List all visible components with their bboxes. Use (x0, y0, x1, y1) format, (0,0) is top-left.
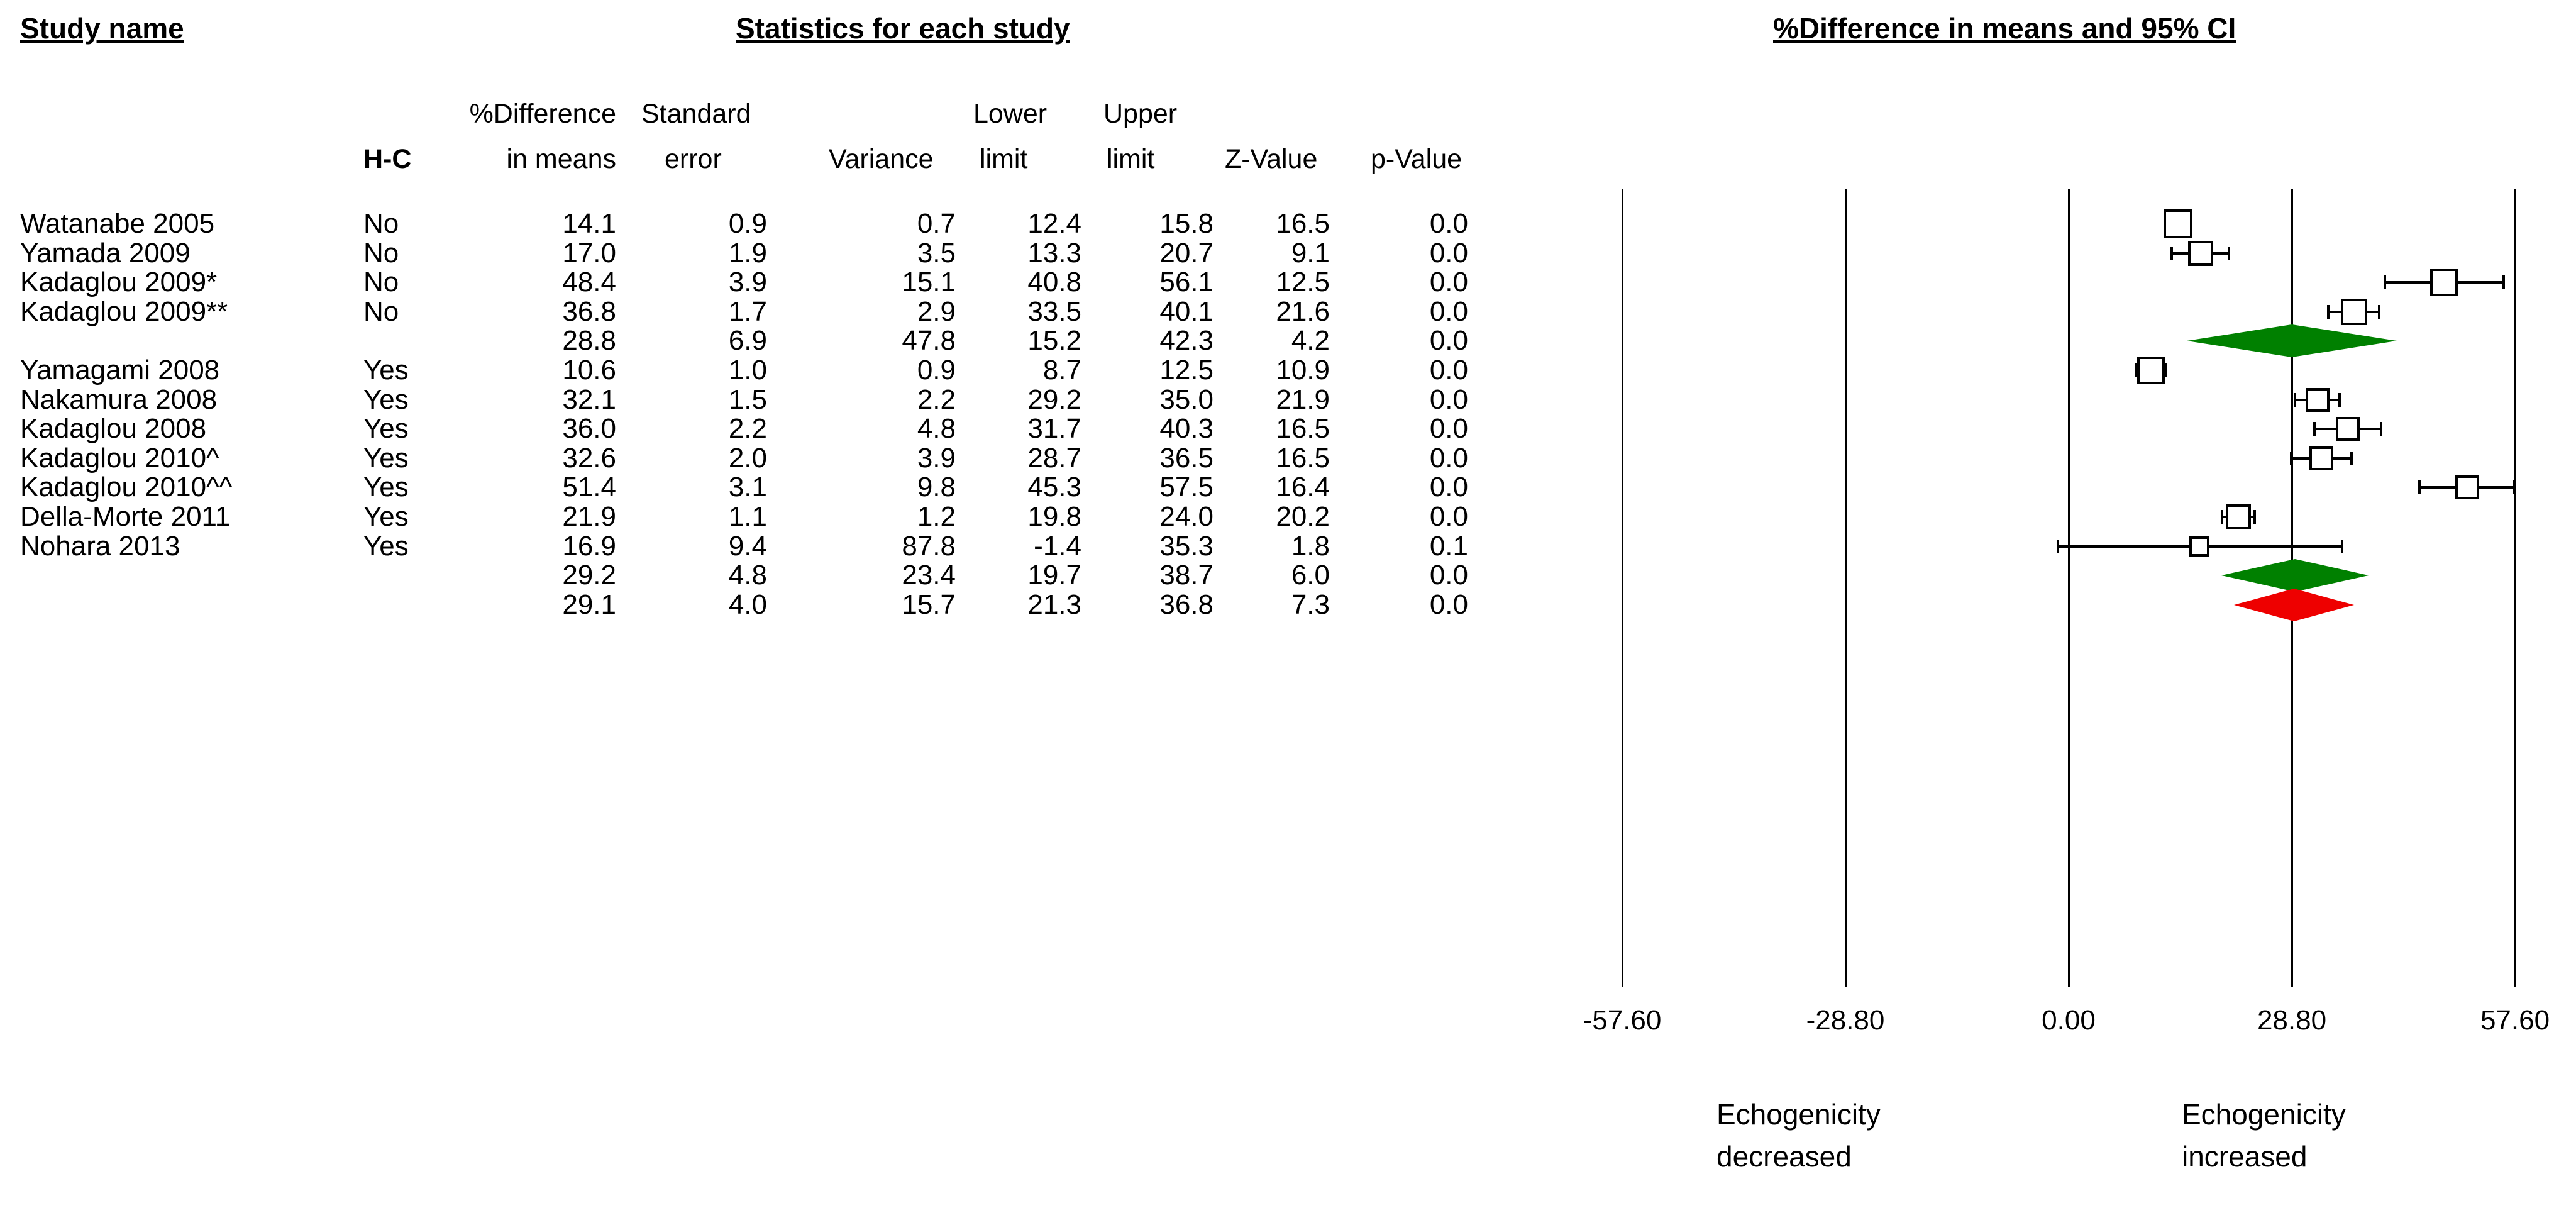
table-cell-p: 0.0 (1429, 384, 1468, 415)
table-cell-z: 4.2 (1291, 325, 1330, 357)
confidence-interval-cap (2294, 393, 2296, 407)
effect-size-square (2137, 357, 2165, 384)
table-cell-diff: 36.8 (562, 296, 616, 327)
table-cell-p: 0.0 (1429, 325, 1468, 357)
table-cell-hc: Yes (363, 501, 409, 532)
table-cell-variance: 23.4 (902, 560, 956, 591)
table-cell-hc: No (363, 208, 399, 239)
table-cell-diff: 16.9 (562, 530, 616, 562)
colhdr-se-line2: error (665, 144, 722, 174)
effect-size-square (2189, 536, 2209, 557)
table-cell-z: 16.4 (1276, 472, 1330, 503)
effect-size-square (2188, 241, 2213, 266)
axis-tick-label: 28.80 (2257, 1005, 2327, 1036)
table-cell-variance: 2.9 (917, 296, 956, 327)
table-cell-z: 16.5 (1276, 442, 1330, 474)
confidence-interval-cap (2384, 275, 2386, 289)
table-cell-se: 3.9 (728, 267, 767, 298)
effect-size-square (2455, 475, 2479, 499)
table-cell-variance: 0.9 (917, 355, 956, 385)
table-cell-z: 10.9 (1276, 355, 1330, 385)
table-cell-variance: 3.5 (917, 237, 956, 269)
table-row-study-name: Yamada 2009 (20, 237, 191, 269)
table-cell-z: 16.5 (1276, 208, 1330, 239)
colhdr-lower-line2: limit (980, 144, 1028, 174)
table-cell-upper: 40.3 (1159, 413, 1213, 445)
colhdr-zvalue: Z-Value (1225, 144, 1318, 174)
table-cell-lower: 21.3 (1027, 589, 1081, 620)
table-cell-p: 0.0 (1429, 472, 1468, 503)
table-cell-p: 0.0 (1429, 442, 1468, 474)
table-cell-p: 0.0 (1429, 560, 1468, 591)
table-cell-upper: 36.8 (1159, 589, 1213, 620)
table-cell-upper: 36.5 (1159, 442, 1213, 474)
table-cell-p: 0.1 (1429, 530, 1468, 562)
table-row-study-name: Yamagami 2008 (20, 355, 220, 385)
table-cell-upper: 38.7 (1159, 560, 1213, 591)
colhdr-diff-line2: in means (506, 144, 616, 174)
axis-tick-label: 0.00 (2042, 1005, 2096, 1036)
colhdr-pvalue: p-Value (1371, 144, 1462, 174)
table-cell-diff: 14.1 (562, 208, 616, 239)
confidence-interval-cap (2228, 247, 2230, 260)
table-cell-z: 1.8 (1291, 530, 1330, 562)
table-cell-p: 0.0 (1429, 267, 1468, 298)
table-cell-lower: 8.7 (1042, 355, 1081, 385)
table-cell-lower: 28.7 (1027, 442, 1081, 474)
colhdr-se-line1: Standard (641, 99, 751, 129)
table-cell-se: 1.1 (728, 501, 767, 532)
colhdr-upper-line2: limit (1107, 144, 1155, 174)
table-cell-lower: 29.2 (1027, 384, 1081, 415)
confidence-interval-cap (2313, 422, 2316, 436)
table-cell-diff: 36.0 (562, 413, 616, 445)
table-cell-diff: 10.6 (562, 355, 616, 385)
confidence-interval-cap (2338, 393, 2341, 407)
colhdr-variance: Variance (829, 144, 934, 174)
table-cell-hc: Yes (363, 384, 409, 415)
table-row-study-name: Kadaglou 2010^ (20, 442, 219, 474)
table-cell-lower: 13.3 (1027, 237, 1081, 269)
table-row-study-name: Kadaglou 2010^^ (20, 472, 233, 503)
table-cell-se: 1.7 (728, 296, 767, 327)
table-row-study-name: Della-Morte 2011 (20, 501, 231, 532)
table-cell-diff: 29.2 (562, 560, 616, 591)
table-cell-se: 1.5 (728, 384, 767, 415)
table-cell-p: 0.0 (1429, 501, 1468, 532)
confidence-interval-cap (2513, 480, 2516, 494)
table-cell-upper: 42.3 (1159, 325, 1213, 357)
table-cell-se: 2.2 (728, 413, 767, 445)
table-cell-z: 21.9 (1276, 384, 1330, 415)
table-cell-se: 0.9 (728, 208, 767, 239)
confidence-interval-cap (2170, 247, 2173, 260)
table-cell-se: 9.4 (728, 530, 767, 562)
table-cell-variance: 87.8 (902, 530, 956, 562)
table-cell-p: 0.0 (1429, 355, 1468, 385)
table-cell-lower: 33.5 (1027, 296, 1081, 327)
table-cell-se: 2.0 (728, 442, 767, 474)
table-cell-upper: 24.0 (1159, 501, 1213, 532)
table-cell-variance: 4.8 (917, 413, 956, 445)
table-cell-hc: Yes (363, 413, 409, 445)
table-cell-lower: 45.3 (1027, 472, 1081, 503)
table-cell-upper: 56.1 (1159, 267, 1213, 298)
confidence-interval-cap (2327, 305, 2330, 319)
table-cell-diff: 32.6 (562, 442, 616, 474)
confidence-interval-cap (2253, 510, 2256, 524)
confidence-interval-cap (2221, 510, 2223, 524)
table-cell-lower: 19.8 (1027, 501, 1081, 532)
table-cell-upper: 20.7 (1159, 237, 1213, 269)
colhdr-diff-line1: %Difference (469, 99, 616, 129)
table-cell-variance: 2.2 (917, 384, 956, 415)
axis-tick-label: 57.60 (2480, 1005, 2550, 1036)
table-cell-p: 0.0 (1429, 589, 1468, 620)
footnote-left-line1: Echogenicity (1716, 1098, 1881, 1131)
confidence-interval-cap (2290, 452, 2292, 465)
table-cell-p: 0.0 (1429, 413, 1468, 445)
table-cell-hc: No (363, 296, 399, 327)
table-cell-hc: Yes (363, 472, 409, 503)
table-cell-diff: 32.1 (562, 384, 616, 415)
table-cell-p: 0.0 (1429, 208, 1468, 239)
axis-tick-label: -57.60 (1583, 1005, 1662, 1036)
colhdr-upper-line1: Upper (1103, 99, 1178, 129)
table-cell-lower: 31.7 (1027, 413, 1081, 445)
table-cell-lower: -1.4 (1034, 530, 1081, 562)
table-row-study-name: Watanabe 2005 (20, 208, 215, 239)
summary-diamond (2233, 587, 2355, 623)
header-statistics: Statistics for each study (736, 12, 1070, 45)
table-cell-hc: No (363, 237, 399, 269)
colhdr-hc: H-C (363, 144, 412, 174)
confidence-interval-cap (2502, 275, 2505, 289)
table-row-study-name: Kadaglou 2008 (20, 413, 207, 445)
table-cell-se: 4.8 (728, 560, 767, 591)
table-cell-upper: 12.5 (1159, 355, 1213, 385)
table-row-study-name: Kadaglou 2009* (20, 267, 218, 298)
table-cell-variance: 3.9 (917, 442, 956, 474)
table-cell-z: 7.3 (1291, 589, 1330, 620)
table-cell-se: 6.9 (728, 325, 767, 357)
table-cell-p: 0.0 (1429, 237, 1468, 269)
table-cell-hc: Yes (363, 530, 409, 562)
table-row-study-name: Nohara 2013 (20, 530, 180, 562)
table-cell-se: 1.9 (728, 237, 767, 269)
header-study-name: Study name (20, 12, 184, 45)
table-cell-upper: 35.3 (1159, 530, 1213, 562)
forest-plot-area (1583, 0, 2576, 1208)
table-cell-lower: 12.4 (1027, 208, 1081, 239)
effect-size-square (2336, 417, 2360, 441)
table-cell-upper: 57.5 (1159, 472, 1213, 503)
table-cell-se: 3.1 (728, 472, 767, 503)
axis-tick-label: -28.80 (1806, 1005, 1885, 1036)
table-cell-variance: 9.8 (917, 472, 956, 503)
table-cell-variance: 0.7 (917, 208, 956, 239)
confidence-interval-cap (2350, 452, 2353, 465)
table-cell-se: 1.0 (728, 355, 767, 385)
effect-size-square (2306, 388, 2330, 412)
header-forest: %Difference in means and 95% CI (1773, 12, 2236, 45)
table-cell-upper: 40.1 (1159, 296, 1213, 327)
table-cell-z: 6.0 (1291, 560, 1330, 591)
confidence-interval-cap (2418, 480, 2421, 494)
table-cell-variance: 15.1 (902, 267, 956, 298)
table-cell-upper: 35.0 (1159, 384, 1213, 415)
table-cell-hc: Yes (363, 442, 409, 474)
table-cell-lower: 15.2 (1027, 325, 1081, 357)
confidence-interval-cap (2378, 305, 2380, 319)
table-cell-diff: 48.4 (562, 267, 616, 298)
effect-size-square (2226, 504, 2251, 529)
footnote-left-line2: decreased (1716, 1140, 1852, 1173)
table-cell-lower: 40.8 (1027, 267, 1081, 298)
table-cell-diff: 51.4 (562, 472, 616, 503)
footnote-right-line1: Echogenicity (2182, 1098, 2346, 1131)
table-cell-hc: No (363, 267, 399, 298)
effect-size-square (2309, 446, 2333, 470)
confidence-interval-cap (2164, 363, 2167, 377)
footnote-right-line2: increased (2182, 1140, 2308, 1173)
confidence-interval-cap (2380, 422, 2382, 436)
table-cell-variance: 1.2 (917, 501, 956, 532)
table-cell-diff: 29.1 (562, 589, 616, 620)
table-row-study-name: Nakamura 2008 (20, 384, 218, 415)
table-cell-upper: 15.8 (1159, 208, 1213, 239)
colhdr-lower-line1: Lower (973, 99, 1048, 129)
table-row-study-name: Kadaglou 2009** (20, 296, 228, 327)
table-cell-variance: 47.8 (902, 325, 956, 357)
table-cell-diff: 17.0 (562, 237, 616, 269)
table-cell-z: 21.6 (1276, 296, 1330, 327)
table-cell-variance: 15.7 (902, 589, 956, 620)
table-cell-p: 0.0 (1429, 296, 1468, 327)
table-cell-diff: 28.8 (562, 325, 616, 357)
table-cell-z: 9.1 (1291, 237, 1330, 269)
table-cell-hc: Yes (363, 355, 409, 385)
table-cell-lower: 19.7 (1027, 560, 1081, 591)
table-cell-z: 12.5 (1276, 267, 1330, 298)
table-cell-z: 20.2 (1276, 501, 1330, 532)
study-marker (1597, 293, 2576, 331)
study-marker (1597, 528, 2576, 565)
effect-size-square (2430, 269, 2458, 296)
effect-size-square (2341, 299, 2367, 325)
confidence-interval-cap (2341, 540, 2343, 553)
table-cell-z: 16.5 (1276, 413, 1330, 445)
table-cell-se: 4.0 (728, 589, 767, 620)
confidence-interval-cap (2057, 540, 2059, 553)
table-cell-diff: 21.9 (562, 501, 616, 532)
